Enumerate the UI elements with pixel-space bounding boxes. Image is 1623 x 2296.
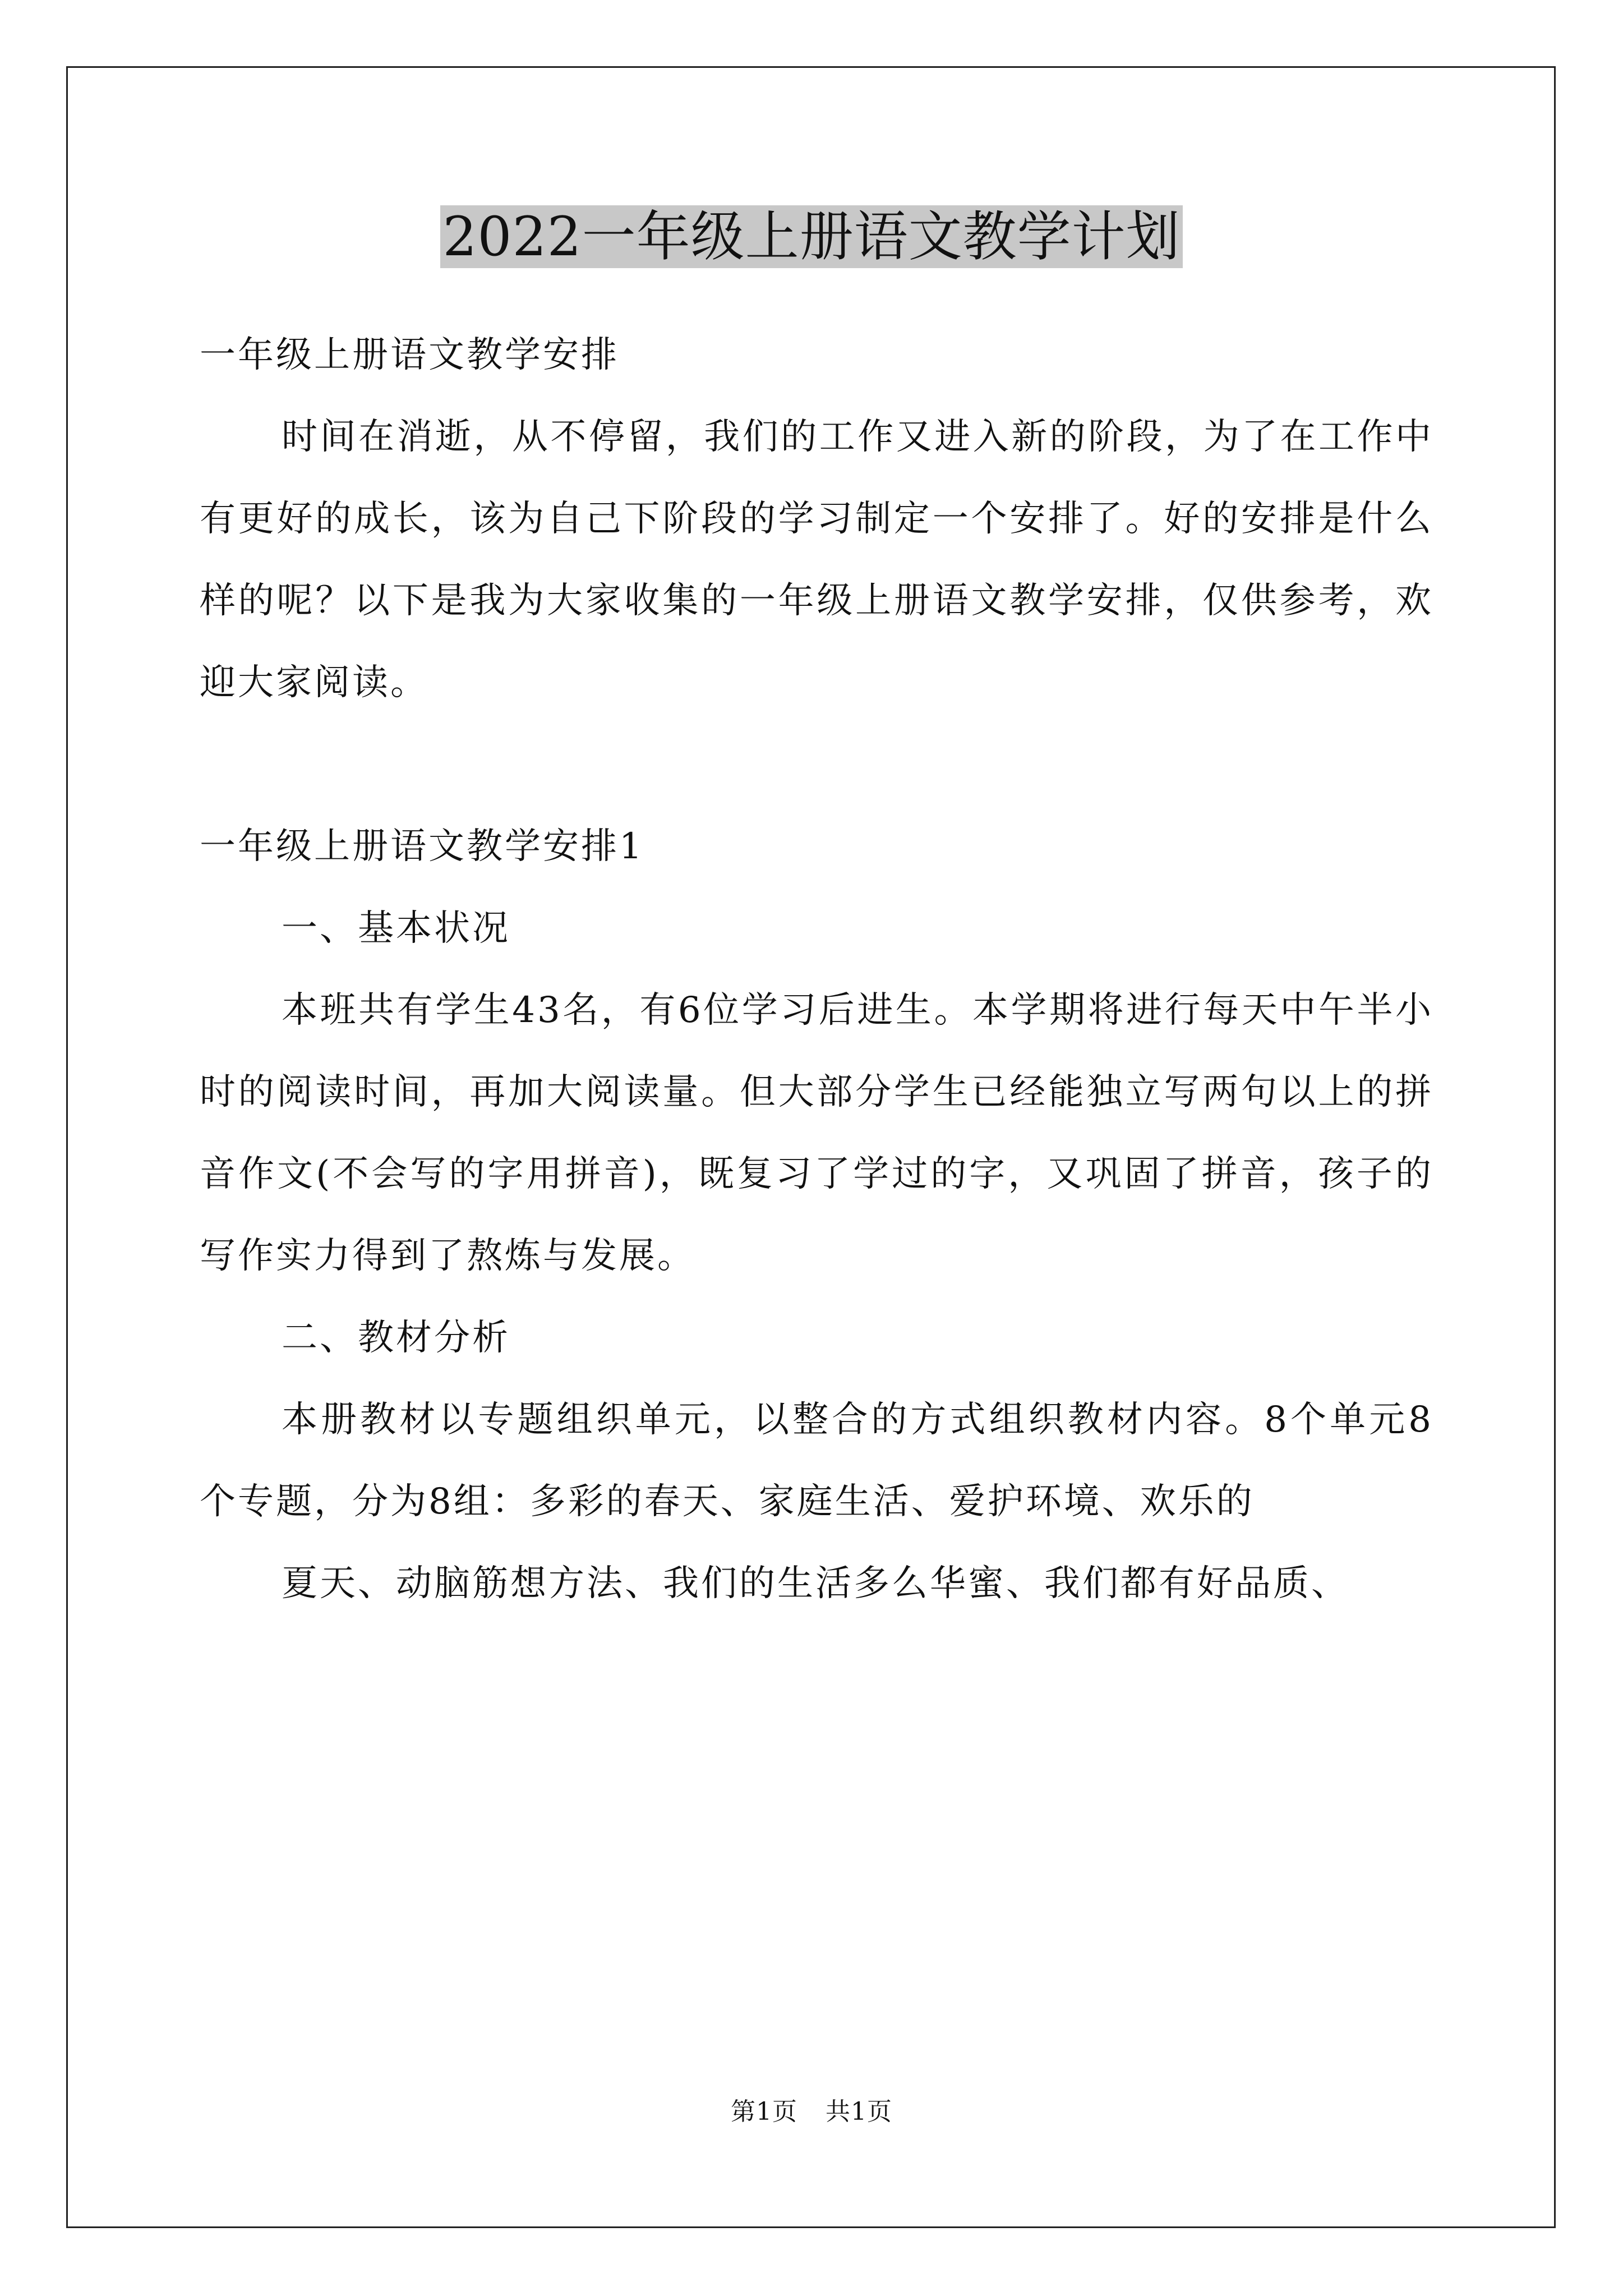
basic-situation-paragraph: 本班共有学生43名，有6位学习后进生。本学期将进行每天中午半小时的阅读时间，再加大阅读量。但大部分学生已经能独立写两句以上的拼音作文(不会写的字用拼音)，既复习了学过的字，又巩固了拼音，孩子的写作实力得到了熬炼与发展。 — [200, 990, 1433, 1277]
intro-paragraph: 时间在消逝，从不停留，我们的工作又进入新的阶段，为了在工作中有更好的成长，该为自己下阶段的学习制定一个安排了。好的安排是什么样的呢？以下是我为大家收集的一年级上册语文教学安排，仅供参考，欢迎大家阅读。 — [200, 416, 1433, 703]
subheading-basic-situation: 一、基本状况 — [282, 908, 510, 949]
plan-heading: 一年级上册语文教学安排1 — [200, 826, 644, 867]
section-heading: 一年级上册语文教学安排 — [200, 334, 619, 376]
textbook-analysis-paragraph: 本册教材以专题组织单元，以整合的方式组织教材内容。8个单元8个专题，分为8组：多彩的春天、家庭生活、爱护环境、欢乐的 — [200, 1399, 1433, 1522]
document-body — [200, 314, 1433, 1625]
textbook-analysis-continued: 夏天、动脑筋想方法、我们的生活多么华蜜、我们都有好品质、 — [282, 1563, 1349, 1604]
page-number-current: 第1页 — [731, 2097, 797, 2126]
page-footer — [0, 2095, 1623, 2129]
subheading-textbook-analysis: 二、教材分析 — [282, 1317, 510, 1359]
paragraph-gap — [200, 724, 1433, 806]
document-title — [0, 197, 1623, 276]
document-title-text: 2022一年级上册语文教学计划 — [440, 205, 1182, 268]
page-number-total: 共1页 — [826, 2097, 892, 2126]
